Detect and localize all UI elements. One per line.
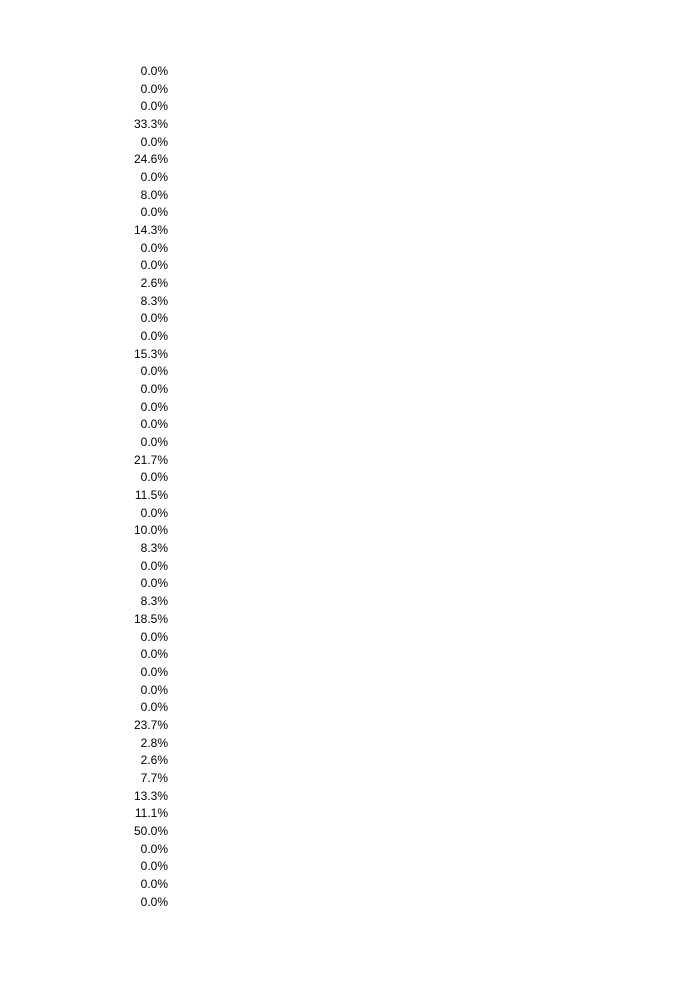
percentage-cell: 2.8% <box>140 735 168 750</box>
percentage-cell: 0.0% <box>140 876 168 891</box>
percentage-cell: 11.1% <box>134 806 168 821</box>
percentage-cell: 11.5% <box>134 488 168 503</box>
percentage-cell: 0.0% <box>140 99 168 114</box>
percentage-cell: 0.0% <box>140 382 168 397</box>
percentage-cell: 0.0% <box>140 435 168 450</box>
percentage-cell: 2.6% <box>140 753 168 768</box>
percentage-cell: 0.0% <box>140 417 168 432</box>
percentage-cell: 18.5% <box>133 611 168 626</box>
percentage-cell: 7.7% <box>140 770 168 785</box>
percentage-column <box>100 63 168 911</box>
percentage-cell: 0.0% <box>140 894 168 909</box>
percentage-cell: 24.6% <box>133 152 168 167</box>
percentage-cell: 0.0% <box>140 240 168 255</box>
percentage-cell: 0.0% <box>140 682 168 697</box>
percentage-cell: 21.7% <box>133 452 168 467</box>
percentage-cell: 0.0% <box>140 364 168 379</box>
percentage-cell: 13.3% <box>133 788 168 803</box>
percentage-cell: 0.0% <box>140 664 168 679</box>
percentage-cell: 0.0% <box>140 859 168 874</box>
percentage-cell: 2.6% <box>140 276 168 291</box>
percentage-cell: 0.0% <box>140 311 168 326</box>
percentage-cell: 0.0% <box>140 329 168 344</box>
percentage-cell: 15.3% <box>133 346 168 361</box>
percentage-cell: 0.0% <box>140 170 168 185</box>
percentage-cell: 23.7% <box>133 717 168 732</box>
percentage-cell: 0.0% <box>140 81 168 96</box>
percentage-cell: 8.0% <box>140 187 168 202</box>
percentage-cell: 0.0% <box>140 647 168 662</box>
percentage-cell: 50.0% <box>133 823 168 838</box>
percentage-cell: 0.0% <box>140 505 168 520</box>
percentage-cell: 0.0% <box>140 558 168 573</box>
percentage-cell: 0.0% <box>140 700 168 715</box>
percentage-cell: 0.0% <box>140 258 168 273</box>
percentage-cell: 8.3% <box>140 594 168 609</box>
percentage-cell: 0.0% <box>140 205 168 220</box>
percentage-cell: 14.3% <box>133 223 168 238</box>
percentage-cell: 33.3% <box>133 117 168 132</box>
percentage-cell: 0.0% <box>140 841 168 856</box>
percentage-cell: 0.0% <box>140 470 168 485</box>
percentage-cell: 0.0% <box>140 399 168 414</box>
percentage-cell: 0.0% <box>140 576 168 591</box>
percentage-cell: 8.3% <box>140 541 168 556</box>
percentage-cell: 8.3% <box>140 293 168 308</box>
percentage-cell: 0.0% <box>140 64 168 78</box>
percentage-cell: 0.0% <box>140 134 168 149</box>
percentage-cell: 10.0% <box>133 523 168 538</box>
percentage-cell: 0.0% <box>140 629 168 644</box>
